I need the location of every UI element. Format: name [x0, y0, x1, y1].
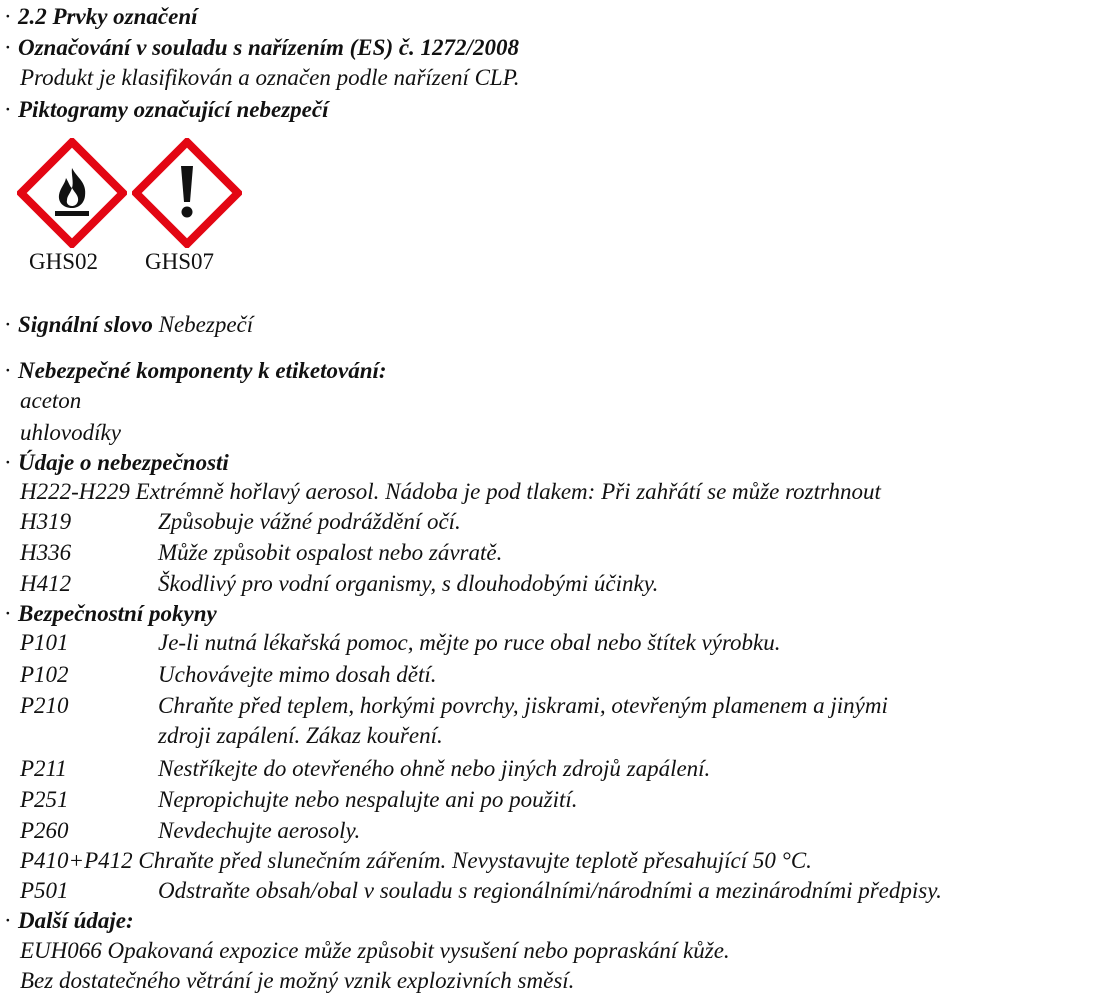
bullet-mark: · — [4, 4, 12, 29]
additional-line: EUH066 Opakovaná expozice může způsobit vysušení nebo popraskání kůže. — [20, 938, 730, 963]
additional-line: Bez dostatečného větrání je možný vznik explozivních směsí. — [20, 968, 575, 993]
precaution-code: P501 — [20, 878, 69, 903]
hazard-text: Může způsobit ospalost nebo závratě. — [158, 540, 503, 565]
pictograms-heading-line — [4, 95, 328, 125]
precaution-code: P260 — [20, 818, 69, 843]
precautions-heading-line — [4, 599, 217, 629]
precaution-code: P210 — [20, 693, 69, 718]
bullet-mark: · — [4, 601, 12, 626]
labeling-heading: Označování v souladu s nařízením (ES) č. 1272/2008 — [18, 35, 519, 60]
additional-heading: Další údaje: — [18, 908, 134, 933]
bullet-mark: · — [4, 450, 12, 475]
labeling-text: Produkt je klasifikován a označen podle nařízení CLP. — [20, 65, 520, 90]
hazard-row — [20, 477, 881, 507]
precaution-code: P211 — [20, 756, 67, 781]
signal-word-line — [4, 310, 253, 340]
hazard-code: H336 — [20, 540, 72, 565]
hazard-code: H412 — [20, 571, 72, 596]
flame-icon — [17, 138, 127, 248]
pictogram-code-ghs02: GHS02 — [29, 249, 99, 274]
precaution-code: P102 — [20, 662, 69, 687]
precaution-text: Je-li nutná lékařská pomoc, mějte po ruce obal nebo štítek výrobku. — [158, 630, 781, 655]
component-item: aceton — [20, 388, 82, 413]
hazard-text: Způsobuje vážné podráždění očí. — [158, 509, 461, 534]
bullet-mark: · — [4, 358, 12, 383]
signal-word-value: Nebezpečí — [158, 312, 254, 337]
pictogram-code-ghs07: GHS07 — [145, 249, 215, 274]
section-heading-line — [4, 2, 198, 32]
labeling-heading-line — [4, 33, 519, 63]
precaution-text-continued: zdroji zapálení. Zákaz kouření. — [158, 723, 443, 748]
hazard-code: H319 — [20, 509, 72, 534]
additional-heading-line — [4, 906, 134, 936]
precaution-text: Nepropichujte nebo nespalujte ani po použití. — [158, 787, 578, 812]
precaution-text: Uchovávejte mimo dosah dětí. — [158, 662, 437, 687]
precaution-row — [20, 846, 812, 876]
precaution-code: P410+P412 — [20, 848, 133, 873]
precaution-code: P251 — [20, 787, 69, 812]
hazard-code: H222-H229 — [20, 479, 130, 504]
hazards-heading: Údaje o nebezpečnosti — [18, 450, 229, 475]
precaution-text: Chraňte před slunečním zářením. Nevystavujte teplotě přesahující 50 °C. — [138, 848, 812, 873]
hazard-text: Extrémně hořlavý aerosol. Nádoba je pod tlakem: Při zahřátí se může roztrhnout — [135, 479, 881, 504]
precaution-text: Chraňte před teplem, horkými povrchy, jiskrami, otevřeným plamenem a jinými — [158, 693, 888, 718]
components-heading-line — [4, 356, 387, 386]
hazards-heading-line — [4, 448, 229, 478]
precaution-text: Nevdechujte aerosoly. — [158, 818, 361, 843]
pictograms-heading: Piktogramy označující nebezpečí — [18, 97, 329, 122]
components-heading: Nebezpečné komponenty k etiketování: — [18, 358, 387, 383]
precautions-heading: Bezpečnostní pokyny — [18, 601, 217, 626]
precaution-text: Odstraňte obsah/obal v souladu s regionálními/národními a mezinárodními předpisy. — [158, 878, 942, 903]
bullet-mark: · — [4, 97, 12, 122]
precaution-text: Nestříkejte do otevřeného ohně nebo jiných zdrojů zapálení. — [158, 756, 711, 781]
section-heading: 2.2 Prvky označení — [18, 4, 198, 29]
precaution-code: P101 — [20, 630, 69, 655]
component-item: uhlovodíky — [20, 420, 121, 445]
bullet-mark: · — [4, 312, 12, 337]
bullet-mark: · — [4, 908, 12, 933]
hazard-text: Škodlivý pro vodní organismy, s dlouhodobými účinky. — [158, 571, 659, 596]
bullet-mark: · — [4, 35, 12, 60]
signal-word-label: Signální slovo — [18, 312, 153, 337]
exclamation-icon — [132, 138, 242, 248]
